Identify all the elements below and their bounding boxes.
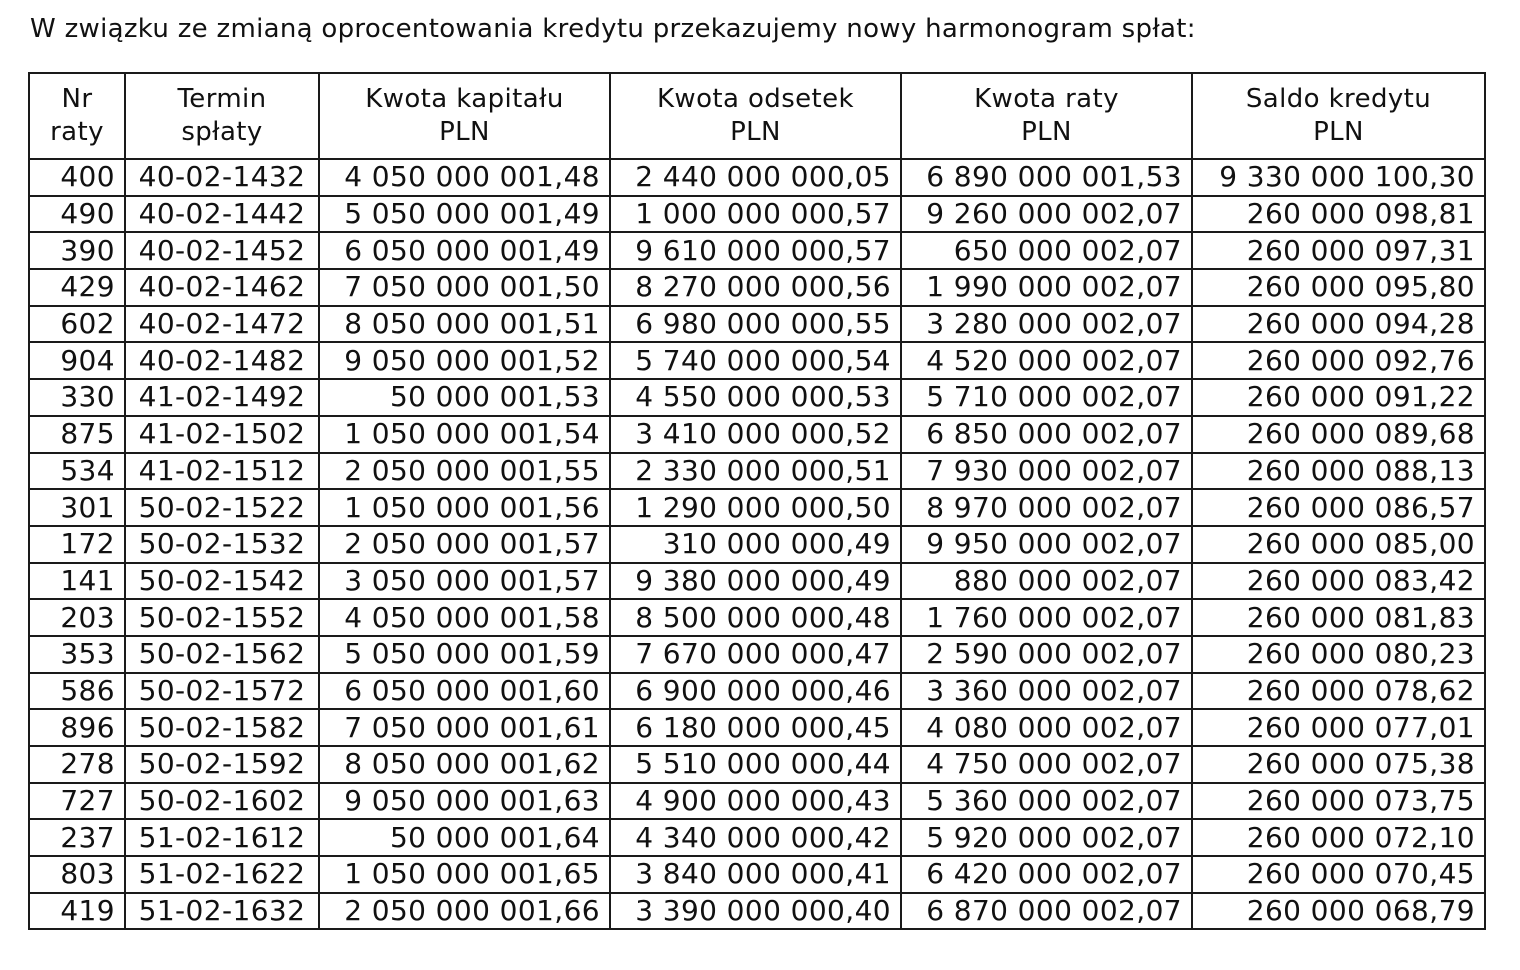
header-line: PLN [1313, 117, 1364, 147]
cell-interest-amount: 6 980 000 000,55 [610, 306, 901, 343]
table-row [29, 379, 1485, 416]
cell-principal-amount: 5 050 000 001,49 [319, 196, 610, 233]
cell-due-date: 51-02-1622 [125, 856, 319, 893]
table-row [29, 673, 1485, 710]
repayment-schedule-table [28, 72, 1486, 930]
cell-installment-amount: 4 520 000 002,07 [901, 342, 1192, 379]
cell-loan-balance: 260 000 070,45 [1192, 856, 1485, 893]
cell-installment-amount: 9 950 000 002,07 [901, 526, 1192, 563]
cell-interest-amount: 1 290 000 000,50 [610, 489, 901, 526]
cell-due-date: 51-02-1612 [125, 819, 319, 856]
table-row [29, 232, 1485, 269]
cell-interest-amount: 6 900 000 000,46 [610, 673, 901, 710]
cell-installment-amount: 1 760 000 002,07 [901, 599, 1192, 636]
cell-principal-amount: 5 050 000 001,59 [319, 636, 610, 673]
cell-loan-balance: 260 000 072,10 [1192, 819, 1485, 856]
table-row [29, 819, 1485, 856]
cell-installment-amount: 6 890 000 001,53 [901, 159, 1192, 196]
cell-interest-amount: 2 330 000 000,51 [610, 453, 901, 490]
table-row [29, 416, 1485, 453]
cell-due-date: 50-02-1532 [125, 526, 319, 563]
cell-due-date: 50-02-1572 [125, 673, 319, 710]
cell-loan-balance: 260 000 073,75 [1192, 783, 1485, 820]
cell-due-date: 51-02-1632 [125, 893, 319, 930]
header-line: spłaty [181, 117, 263, 147]
cell-principal-amount: 2 050 000 001,66 [319, 893, 610, 930]
cell-due-date: 50-02-1562 [125, 636, 319, 673]
cell-loan-balance: 260 000 086,57 [1192, 489, 1485, 526]
table-row [29, 856, 1485, 893]
cell-principal-amount: 4 050 000 001,58 [319, 599, 610, 636]
cell-installment-number: 429 [29, 269, 125, 306]
cell-due-date: 50-02-1552 [125, 599, 319, 636]
cell-installment-number: 330 [29, 379, 125, 416]
cell-loan-balance: 260 000 092,76 [1192, 342, 1485, 379]
cell-installment-number: 602 [29, 306, 125, 343]
cell-installment-amount: 6 850 000 002,07 [901, 416, 1192, 453]
cell-installment-amount: 9 260 000 002,07 [901, 196, 1192, 233]
cell-loan-balance: 260 000 081,83 [1192, 599, 1485, 636]
cell-due-date: 50-02-1582 [125, 709, 319, 746]
cell-principal-amount: 50 000 001,53 [319, 379, 610, 416]
cell-installment-amount: 3 280 000 002,07 [901, 306, 1192, 343]
cell-principal-amount: 7 050 000 001,61 [319, 709, 610, 746]
cell-installment-number: 875 [29, 416, 125, 453]
table-row [29, 746, 1485, 783]
cell-installment-number: 803 [29, 856, 125, 893]
cell-loan-balance: 260 000 095,80 [1192, 269, 1485, 306]
cell-loan-balance: 260 000 098,81 [1192, 196, 1485, 233]
cell-loan-balance: 260 000 085,00 [1192, 526, 1485, 563]
cell-installment-amount: 4 080 000 002,07 [901, 709, 1192, 746]
table-row [29, 636, 1485, 673]
cell-installment-amount: 6 420 000 002,07 [901, 856, 1192, 893]
cell-installment-amount: 6 870 000 002,07 [901, 893, 1192, 930]
intro-text: W związku ze zmianą oprocentowania kredytu przekazujemy nowy harmonogram spłat: [30, 14, 1196, 44]
header-interest-amount [610, 73, 901, 159]
cell-installment-amount: 650 000 002,07 [901, 232, 1192, 269]
cell-interest-amount: 5 510 000 000,44 [610, 746, 901, 783]
cell-interest-amount: 1 000 000 000,57 [610, 196, 901, 233]
cell-loan-balance: 260 000 097,31 [1192, 232, 1485, 269]
cell-principal-amount: 1 050 000 001,65 [319, 856, 610, 893]
table-row [29, 783, 1485, 820]
cell-installment-number: 400 [29, 159, 125, 196]
header-line: Saldo kredytu [1245, 84, 1432, 114]
table-row [29, 306, 1485, 343]
cell-interest-amount: 310 000 000,49 [610, 526, 901, 563]
cell-installment-number: 237 [29, 819, 125, 856]
header-line: raty [50, 117, 104, 147]
cell-installment-number: 390 [29, 232, 125, 269]
table-row [29, 709, 1485, 746]
cell-interest-amount: 2 440 000 000,05 [610, 159, 901, 196]
header-line: Nr [61, 84, 93, 114]
cell-installment-amount: 3 360 000 002,07 [901, 673, 1192, 710]
header-loan-balance [1192, 73, 1485, 159]
cell-interest-amount: 4 340 000 000,42 [610, 819, 901, 856]
cell-installment-amount: 7 930 000 002,07 [901, 453, 1192, 490]
header-principal-amount [319, 73, 610, 159]
cell-interest-amount: 5 740 000 000,54 [610, 342, 901, 379]
cell-principal-amount: 3 050 000 001,57 [319, 563, 610, 600]
cell-installment-number: 419 [29, 893, 125, 930]
cell-installment-number: 904 [29, 342, 125, 379]
cell-due-date: 41-02-1492 [125, 379, 319, 416]
cell-installment-number: 490 [29, 196, 125, 233]
cell-installment-amount: 5 920 000 002,07 [901, 819, 1192, 856]
cell-installment-amount: 880 000 002,07 [901, 563, 1192, 600]
cell-loan-balance: 260 000 094,28 [1192, 306, 1485, 343]
table-row [29, 599, 1485, 636]
cell-loan-balance: 260 000 089,68 [1192, 416, 1485, 453]
cell-principal-amount: 2 050 000 001,55 [319, 453, 610, 490]
cell-interest-amount: 4 900 000 000,43 [610, 783, 901, 820]
cell-installment-amount: 8 970 000 002,07 [901, 489, 1192, 526]
cell-due-date: 50-02-1602 [125, 783, 319, 820]
cell-principal-amount: 8 050 000 001,62 [319, 746, 610, 783]
cell-loan-balance: 260 000 078,62 [1192, 673, 1485, 710]
cell-loan-balance: 260 000 080,23 [1192, 636, 1485, 673]
header-line: PLN [730, 117, 781, 147]
cell-interest-amount: 9 380 000 000,49 [610, 563, 901, 600]
cell-installment-amount: 5 710 000 002,07 [901, 379, 1192, 416]
cell-interest-amount: 3 410 000 000,52 [610, 416, 901, 453]
cell-principal-amount: 8 050 000 001,51 [319, 306, 610, 343]
cell-installment-number: 727 [29, 783, 125, 820]
cell-due-date: 41-02-1502 [125, 416, 319, 453]
table-header-row [29, 73, 1485, 159]
cell-interest-amount: 6 180 000 000,45 [610, 709, 901, 746]
table-row [29, 893, 1485, 930]
table-row [29, 526, 1485, 563]
cell-loan-balance: 260 000 091,22 [1192, 379, 1485, 416]
cell-installment-number: 586 [29, 673, 125, 710]
cell-principal-amount: 9 050 000 001,63 [319, 783, 610, 820]
cell-interest-amount: 4 550 000 000,53 [610, 379, 901, 416]
table-body [29, 159, 1485, 929]
cell-interest-amount: 8 270 000 000,56 [610, 269, 901, 306]
header-installment-number [29, 73, 125, 159]
cell-due-date: 40-02-1452 [125, 232, 319, 269]
cell-installment-number: 534 [29, 453, 125, 490]
cell-installment-number: 896 [29, 709, 125, 746]
cell-principal-amount: 50 000 001,64 [319, 819, 610, 856]
table-row [29, 342, 1485, 379]
cell-installment-number: 203 [29, 599, 125, 636]
cell-installment-number: 172 [29, 526, 125, 563]
cell-installment-number: 353 [29, 636, 125, 673]
header-line: Kwota raty [974, 84, 1119, 114]
cell-installment-number: 141 [29, 563, 125, 600]
cell-loan-balance: 260 000 088,13 [1192, 453, 1485, 490]
cell-principal-amount: 1 050 000 001,56 [319, 489, 610, 526]
cell-installment-amount: 4 750 000 002,07 [901, 746, 1192, 783]
cell-interest-amount: 3 390 000 000,40 [610, 893, 901, 930]
cell-installment-amount: 2 590 000 002,07 [901, 636, 1192, 673]
cell-principal-amount: 6 050 000 001,60 [319, 673, 610, 710]
cell-loan-balance: 260 000 075,38 [1192, 746, 1485, 783]
cell-due-date: 40-02-1432 [125, 159, 319, 196]
cell-interest-amount: 8 500 000 000,48 [610, 599, 901, 636]
cell-interest-amount: 7 670 000 000,47 [610, 636, 901, 673]
table-row [29, 563, 1485, 600]
cell-installment-amount: 5 360 000 002,07 [901, 783, 1192, 820]
cell-due-date: 50-02-1542 [125, 563, 319, 600]
header-line: PLN [1021, 117, 1072, 147]
table-row [29, 159, 1485, 196]
header-line: Termin [177, 84, 267, 114]
cell-principal-amount: 7 050 000 001,50 [319, 269, 610, 306]
cell-principal-amount: 2 050 000 001,57 [319, 526, 610, 563]
cell-interest-amount: 3 840 000 000,41 [610, 856, 901, 893]
header-line: PLN [439, 117, 490, 147]
cell-due-date: 50-02-1522 [125, 489, 319, 526]
cell-principal-amount: 9 050 000 001,52 [319, 342, 610, 379]
cell-principal-amount: 6 050 000 001,49 [319, 232, 610, 269]
cell-principal-amount: 1 050 000 001,54 [319, 416, 610, 453]
cell-due-date: 41-02-1512 [125, 453, 319, 490]
cell-loan-balance: 9 330 000 100,30 [1192, 159, 1485, 196]
table-row [29, 453, 1485, 490]
cell-due-date: 40-02-1462 [125, 269, 319, 306]
cell-due-date: 40-02-1472 [125, 306, 319, 343]
header-due-date [125, 73, 319, 159]
cell-due-date: 40-02-1482 [125, 342, 319, 379]
cell-loan-balance: 260 000 077,01 [1192, 709, 1485, 746]
cell-installment-amount: 1 990 000 002,07 [901, 269, 1192, 306]
table-row [29, 269, 1485, 306]
cell-principal-amount: 4 050 000 001,48 [319, 159, 610, 196]
header-installment-amount [901, 73, 1192, 159]
cell-loan-balance: 260 000 083,42 [1192, 563, 1485, 600]
cell-loan-balance: 260 000 068,79 [1192, 893, 1485, 930]
cell-due-date: 40-02-1442 [125, 196, 319, 233]
header-line: Kwota kapitału [365, 84, 564, 114]
table-row [29, 196, 1485, 233]
header-line: Kwota odsetek [656, 84, 854, 114]
cell-interest-amount: 9 610 000 000,57 [610, 232, 901, 269]
table-row [29, 489, 1485, 526]
cell-due-date: 50-02-1592 [125, 746, 319, 783]
cell-installment-number: 301 [29, 489, 125, 526]
cell-installment-number: 278 [29, 746, 125, 783]
